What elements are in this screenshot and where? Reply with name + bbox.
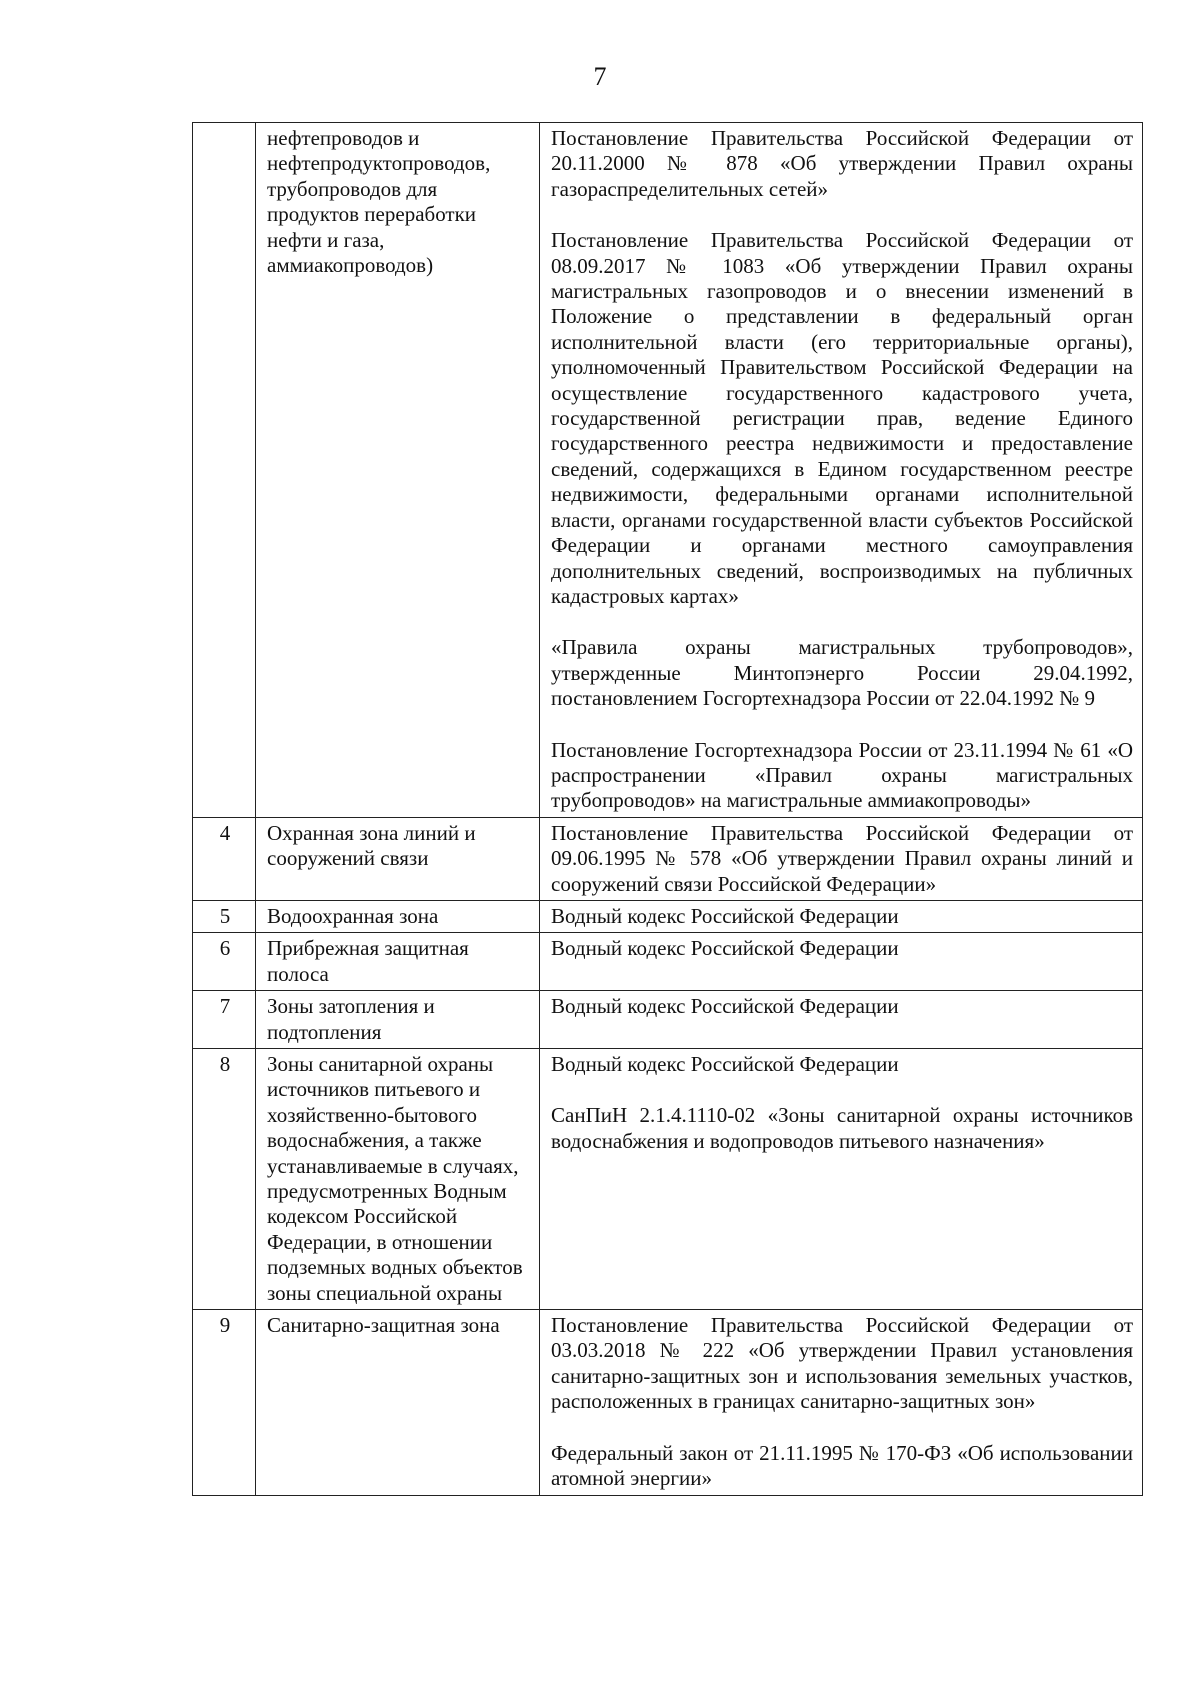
row-number: 4 xyxy=(193,817,256,900)
regulatory-documents xyxy=(540,933,1143,991)
regulatory-documents xyxy=(540,1049,1143,1310)
regulatory-document: Постановление Правительства Российской Федерации от 20.11.2000 № 878 «Об утверждении Правил охраны газораспределительных сетей» xyxy=(551,126,1133,201)
table-row xyxy=(193,817,1143,900)
row-number: 8 xyxy=(193,1049,256,1310)
table-row xyxy=(193,900,1143,932)
zone-name: Зоны затопления и подтопления xyxy=(256,991,540,1049)
row-number xyxy=(193,123,256,818)
table-body xyxy=(193,123,1143,1496)
regulatory-document: Водный кодекс Российской Федерации xyxy=(551,936,899,961)
table-row xyxy=(193,933,1143,991)
regulatory-document: Водный кодекс Российской Федерации xyxy=(551,1052,899,1076)
regulatory-document: Водный кодекс Российской Федерации xyxy=(551,994,899,1019)
row-number: 9 xyxy=(193,1310,256,1495)
zone-name: Прибрежная защитная полоса xyxy=(256,933,540,991)
regulatory-document: Федеральный закон от 21.11.1995 № 170-ФЗ «Об использовании атомной энергии» xyxy=(551,1440,1133,1491)
zone-name: Охранная зона линий и сооружений связи xyxy=(256,817,540,900)
regulatory-document: Водный кодекс Российской Федерации xyxy=(551,903,899,928)
regulatory-documents xyxy=(540,123,1143,818)
zone-name: нефтепроводов и нефтепродуктопроводов, трубопроводов для продуктов переработки нефти и газа, аммиакопроводов) xyxy=(256,123,540,818)
row-number: 6 xyxy=(193,933,256,991)
regulatory-documents xyxy=(540,817,1143,900)
regulatory-document: «Правила охраны магистральных трубопроводов», утвержденные Минтопэнерго России 29.04.1992, постановлением Госгортехнадзора России от 22.04.1992 № 9 xyxy=(551,635,1133,711)
zone-name: Водоохранная зона xyxy=(256,900,540,932)
regulatory-documents xyxy=(540,900,1143,932)
zone-name: Зоны санитарной охраны источников питьевого и хозяйственно-бытового водоснабжения, а также устанавливаемые в случаях, предусмотренных Водным кодексом Российской Федерации, в отношении подземных водных объектов зоны специальной охраны xyxy=(256,1049,540,1310)
table-row xyxy=(193,123,1143,818)
regulatory-document: Постановление Правительства Российской Федерации от 08.09.2017 № 1083 «Об утверждении Правил охраны магистральных газопроводов и о внесении изменений в Положение о представлении в федеральный орган исполнительной власти (его территориальные органы), уполномоченный Правительством Российской Федерации на осуществление государственного кадастрового учета, государственной регистрации прав, ведение Единого государственного реестра недвижимости и предоставление сведений, содержащихся в Едином государственном реестре недвижимости, федеральными органами исполнительной власти, органами государственной власти субъектов Российской Федерации и органами местного самоуправления дополнительных сведений, воспроизводимых на публичных кадастровых картах» xyxy=(551,228,1133,608)
regulatory-document: Постановление Правительства Российской Федерации от 03.03.2018 № 222 «Об утверждении Правил установления санитарно-защитных зон и использования земельных участков, расположенных в границах санитарно-защитных зон» xyxy=(551,1313,1133,1414)
table-row xyxy=(193,1310,1143,1495)
table-row xyxy=(193,1049,1143,1310)
zone-name: Санитарно-защитная зона xyxy=(256,1310,540,1495)
regulatory-document: Постановление Госгортехнадзора России от 23.11.1994 № 61 «О распространении «Правил охраны магистральных трубопроводов» на магистральные аммиакопроводы» xyxy=(551,737,1133,813)
regulatory-documents xyxy=(540,1310,1143,1495)
table-row xyxy=(193,991,1143,1049)
legal-zones-table xyxy=(192,122,1143,1496)
regulatory-document: СанПиН 2.1.4.1110-02 «Зоны санитарной охраны источников водоснабжения и водопроводов питьевого назначения» xyxy=(551,1103,1133,1153)
row-number: 5 xyxy=(193,900,256,932)
page-number: 7 xyxy=(593,62,607,91)
row-number: 7 xyxy=(193,991,256,1049)
regulatory-document: Постановление Правительства Российской Федерации от 09.06.1995 № 578 «Об утверждении Правил охраны линий и сооружений связи Российской Федерации» xyxy=(551,820,1133,896)
regulatory-documents xyxy=(540,991,1143,1049)
